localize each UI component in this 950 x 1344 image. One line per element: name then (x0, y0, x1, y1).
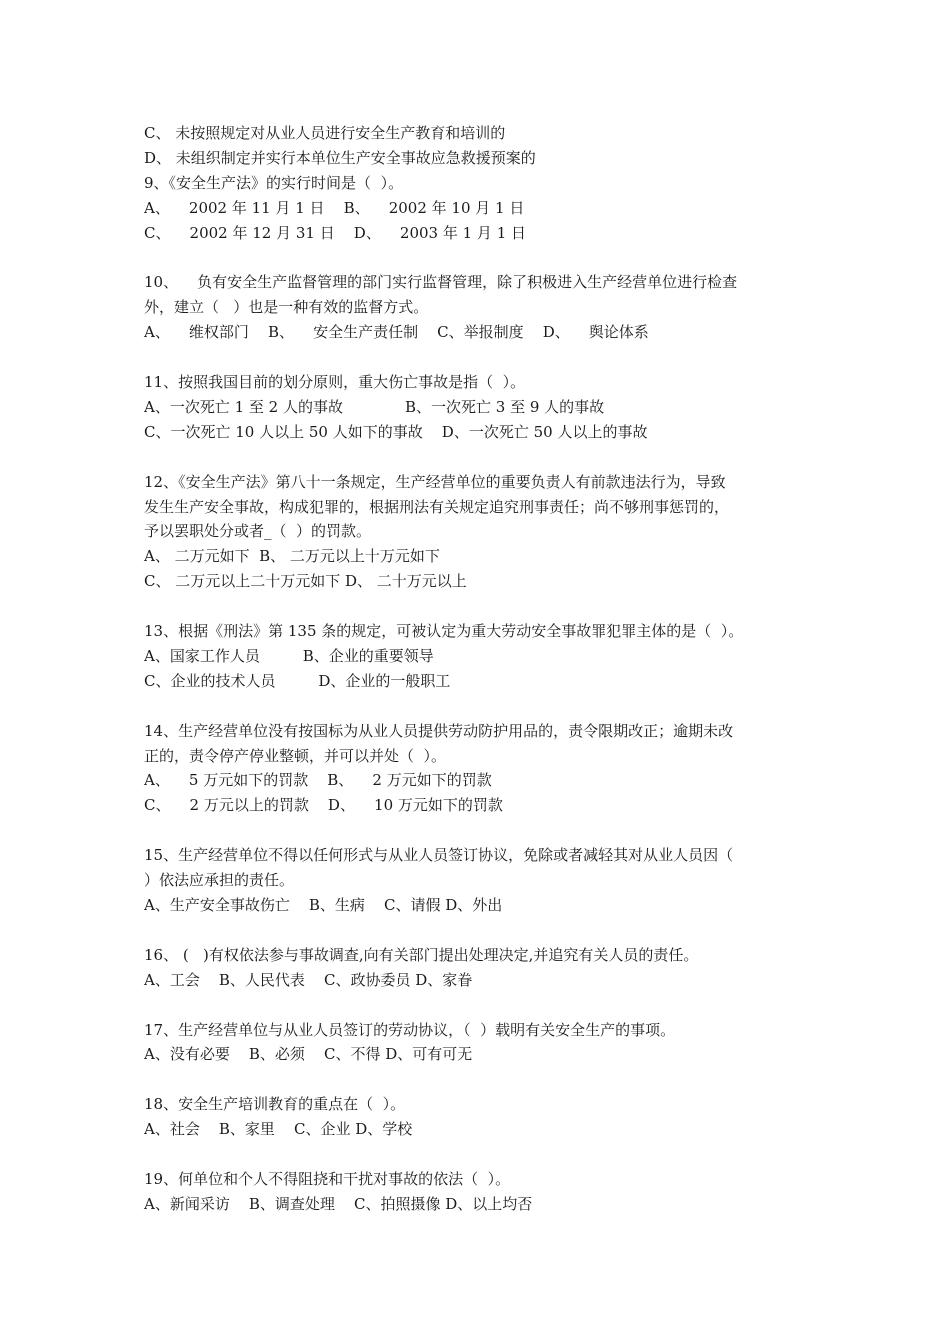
question-12 (144, 470, 814, 595)
question-8-tail (144, 121, 814, 171)
question-text: 9、《安全生产法》的实行时间是（ ）。 (144, 173, 404, 192)
question-text: 14、生产经营单位没有按国标为从业人员提供劳动防护用品的，责令限期改正；逾期未改 (144, 721, 734, 740)
options: A、没有必要 B、必须 C、不得 D、可有可无 (144, 1045, 473, 1064)
options-cd: C、一次死亡 10 人以上 50 人如下的事故 D、一次死亡 50 人以上的事故 (144, 422, 648, 441)
question-13 (144, 619, 814, 694)
question-text-continued: ）依法应承担的责任。 (144, 871, 295, 890)
question-14 (144, 719, 814, 819)
options-ab: A、 5 万元如下的罚款 B、 2 万元如下的罚款 (144, 771, 492, 790)
options-ab: A、国家工作人员 B、企业的重要领导 (144, 646, 434, 665)
question-9 (144, 171, 814, 246)
question-text-continued: 予以罢职处分或者_（ ）的罚款。 (144, 522, 372, 541)
options: A、新闻采访 B、调查处理 C、拍照摄像 D、以上均否 (144, 1194, 533, 1213)
question-19 (144, 1167, 814, 1217)
options-ab: A、一次死亡 1 至 2 人的事故 B、一次死亡 3 至 9 人的事故 (144, 397, 605, 416)
option-c: C、 未按照规定对从业人员进行安全生产教育和培训的 (144, 124, 506, 142)
options-cd: C、 2 万元以上的罚款 D、 10 万元如下的罚款 (144, 796, 503, 815)
question-17 (144, 1018, 814, 1068)
options-cd: C、 2002 年 12 月 31 日 D、 2003 年 1 月 1 日 (144, 223, 527, 242)
question-text: 17、生产经营单位与从业人员签订的劳动协议，（ ）载明有关安全生产的事项。 (144, 1020, 676, 1039)
question-18 (144, 1092, 814, 1142)
question-text: 11、按照我国目前的划分原则，重大伤亡事故是指（ ）。 (144, 373, 526, 392)
question-15 (144, 843, 814, 918)
options: A、 维权部门 B、 安全生产责任制 C、举报制度 D、 舆论体系 (144, 323, 649, 342)
options-cd: C、企业的技术人员 D、企业的一般职工 (144, 671, 451, 690)
option-d: D、 未组织制定并实行本单位生产安全事故应急救援预案的 (144, 148, 536, 167)
question-text-continued: 发生生产安全事故，构成犯罪的，根据刑法有关规定追究刑事责任；尚不够刑事惩罚的， (144, 497, 730, 516)
options-ab: A、 2002 年 11 月 1 日 B、 2002 年 10 月 1 日 (144, 198, 525, 217)
options-cd: C、 二万元以上二十万元如下 D、 二十万元以上 (144, 572, 467, 591)
question-text: 19、何单位和个人不得阻挠和干扰对事故的依法（ ）。 (144, 1169, 511, 1188)
question-text: 18、安全生产培训教育的重点在（ ）。 (144, 1095, 406, 1114)
question-10 (144, 270, 814, 345)
question-text: 13、根据《刑法》第 135 条的规定，可被认定为重大劳动安全事故罪犯罪主体的是（ ）。 (144, 622, 744, 641)
document-page (144, 121, 814, 1217)
question-text: 15、生产经营单位不得以任何形式与从业人员签订协议，免除或者减轻其对从业人员因（ (144, 846, 734, 865)
question-text: 10、 负有安全生产监督管理的部门实行监督管理，除了积极进入生产经营单位进行检查 (144, 273, 738, 292)
options: A、社会 B、家里 C、企业 D、学校 (144, 1120, 413, 1139)
question-16 (144, 943, 814, 993)
question-11 (144, 370, 814, 445)
question-text-continued: 正的，责令停产停业整顿，并可以并处（ ）。 (144, 746, 447, 765)
question-text: 12、《安全生产法》第八十一条规定，生产经营单位的重要负责人有前款违法行为，导致 (144, 472, 726, 491)
options-ab: A、 二万元如下 B、 二万元以上十万元如下 (144, 547, 440, 566)
options: A、生产安全事故伤亡 B、生病 C、请假 D、外出 (144, 896, 503, 914)
question-text-continued: 外，建立（ ）也是一种有效的监督方式。 (144, 298, 429, 317)
question-text: 16、 ( )有权依法参与事故调查,向有关部门提出处理决定,并追究有关人员的责任。 (144, 945, 699, 964)
options: A、工会 B、人民代表 C、政协委员 D、家眷 (144, 970, 473, 989)
